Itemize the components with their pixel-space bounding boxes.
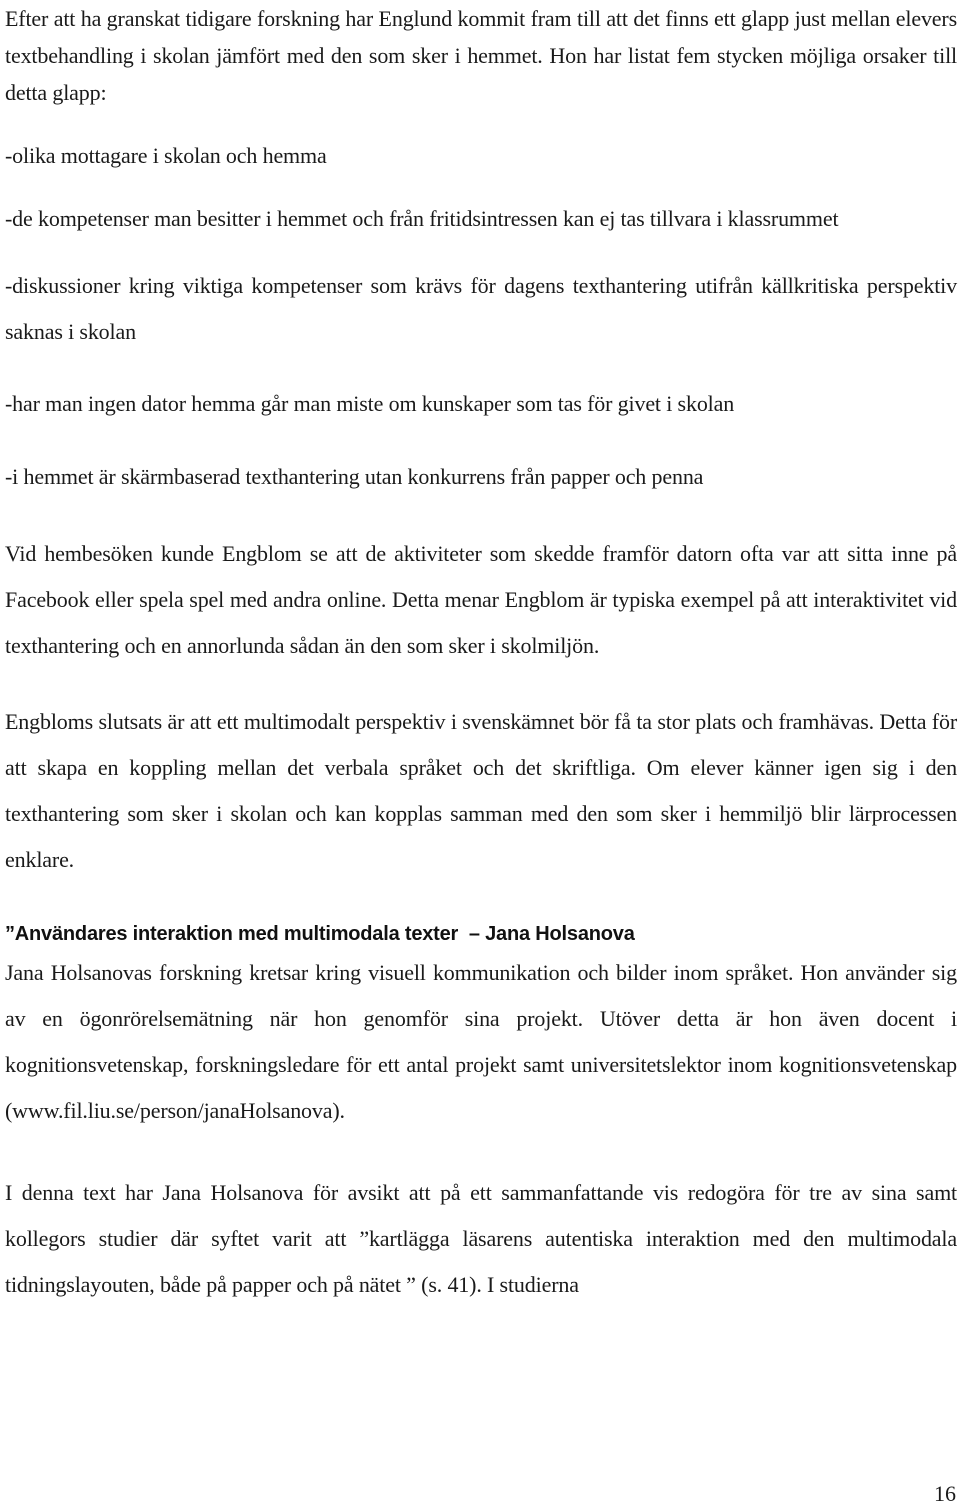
paragraph-engblom-conclusion: Engbloms slutsats är att ett multimodalt perspektiv i svenskämnet bör få ta stor plats och framhävas. Detta för att skapa en koppling mellan det verbala språket och det skriftliga. Om elever känner igen sig i den texthantering som sker i skolan och kan kopplas samman med den som sker i hemmiljö blir lärprocessen enklare. [5,709,957,872]
paragraph-intro: Efter att ha granskat tidigare forskning har Englund kommit fram till att det finns ett glapp just mellan elevers textbehandling i skolan jämfört med den som sker i hemmet. Hon har listat fem stycken möjliga orsaker till detta glapp: [5,6,957,105]
paragraph-holsanova-text: I denna text har Jana Holsanova för avsikt att på ett sammanfattande vis redogöra för tre av sina samt kollegors studier där syftet varit att ”kartlägga läsarens autentiska interaktion med den multimodala tidningslayouten, både på papper och på nätet ” (s. 41). I studierna [5,1180,957,1297]
paragraph-holsanova-intro: Jana Holsanovas forskning kretsar kring visuell kommunikation och bilder inom språket. Hon använder sig av en ögonrörelsemätning när hon genomför sina projekt. Utöver detta är hon även docent i kognitionsvetenskap, forskningsledare för ett antal projekt samt universitetslektor inom kognitionsvetenskap (www.fil.liu.se/person/janaHolsanova). [5,960,957,1123]
list-item-cause-5: -i hemmet är skärmbaserad texthantering utan konkurrens från papper och penna [5,464,704,489]
page-number: 16 [934,1481,956,1506]
paragraph-engblom-visits: Vid hembesöken kunde Engblom se att de aktiviteter som skedde framför datorn ofta var att sitta inne på Facebook eller spela spel med andra online. Detta menar Engblom är typiska exempel på att interaktivitet vid texthantering och en annorlunda sådan än den som sker i skolmiljön. [5,541,957,658]
list-item-cause-3: -diskussioner kring viktiga kompetenser som krävs för dagens texthantering utifrån källkritiska perspektiv saknas i skolan [5,273,957,344]
document-page [5,0,957,1308]
section-heading: ”Användares interaktion med multimodala texter – Jana Holsanova [5,923,635,945]
list-item-cause-4: -har man ingen dator hemma går man miste om kunskaper som tas för givet i skolan [5,391,735,416]
list-item-cause-2: -de kompetenser man besitter i hemmet och från fritidsintressen kan ej tas tillvara i klassrummet [5,206,839,231]
list-item-cause-1: -olika mottagare i skolan och hemma [5,143,327,168]
